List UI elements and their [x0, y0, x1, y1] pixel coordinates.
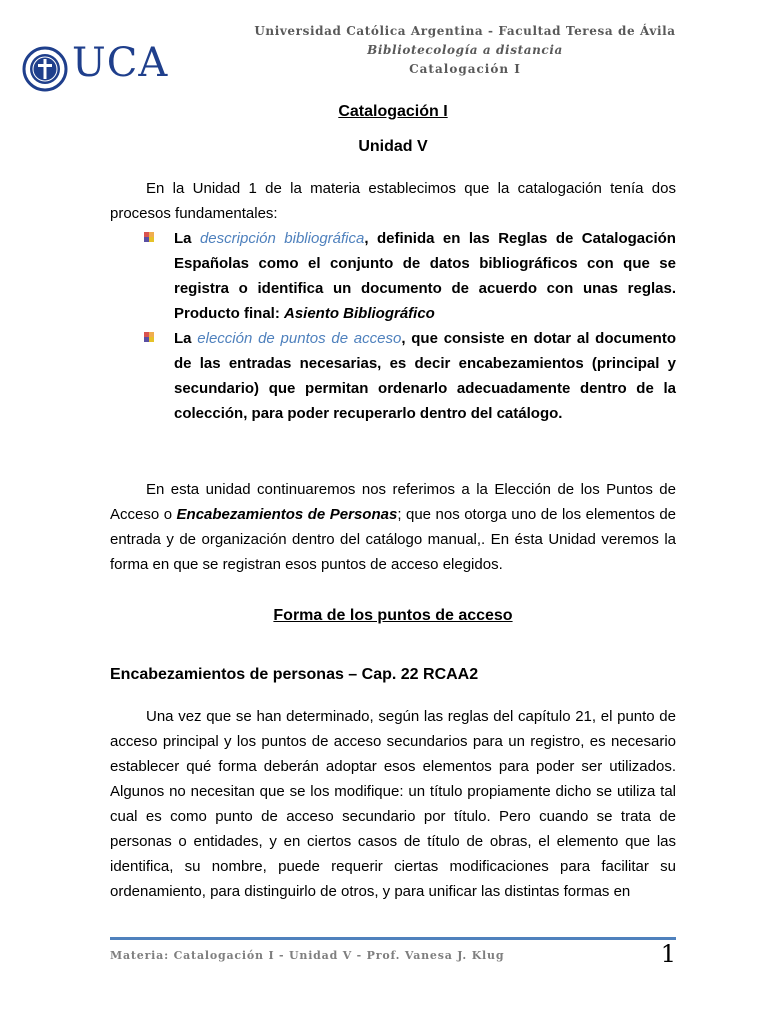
uca-seal-icon	[22, 46, 68, 92]
sub-heading: Encabezamientos de personas – Cap. 22 RCAA2	[110, 666, 479, 683]
paragraph-emphasis: Encabezamientos de Personas	[176, 506, 398, 523]
page-number: 1	[660, 940, 676, 968]
footer-rule	[110, 937, 676, 940]
paragraph-text: ; que nos otorga uno de los elementos de entrada y de organización dentro del catálogo manual,. En ésta Unidad veremos la forma en que se registran esos puntos de acceso elegidos.	[110, 506, 677, 573]
list-item	[174, 226, 676, 326]
paragraph-body: Una vez que se han determinado, según las reglas del capítulo 21, el punto de acceso principal y los puntos de acceso secundarios para un registro, es necesario establecer qué forma deberán adoptar esos elementos para poder ser utilizados. Algunos no necesitan que se los modifique: un título propiamente dicho se utiliza tal cual es como punto de acceso secundario por título. Pero cuando se trata de personas o entidades, y en ciertos casos de título de obras, el elemento que las identifica, su nombre, puede requerir ciertas modificaciones para facilitar su ordenamiento, para distinguirlo de otros, y para unificar las distintas formas en	[110, 708, 676, 900]
bullet-prefix: La	[174, 230, 200, 247]
bullet-emphasis: Asiento Bibliográfico	[284, 305, 435, 322]
paragraph-text: En esta unidad continuaremos nos referimos a la Elección de los Puntos de Acceso o	[110, 481, 676, 523]
term-descripcion-bibliografica: descripción bibliográfica	[199, 230, 365, 247]
bullet-diamond-icon	[144, 332, 154, 342]
intro-paragraph: En la Unidad 1 de la materia establecimos que la catalogación tenía dos procesos fundamentales:	[110, 180, 676, 222]
process-list	[174, 226, 676, 426]
document-title: Catalogación I	[338, 103, 448, 120]
footer-text: Materia: Catalogación I - Unidad V - Prof. Vanesa J. Klug	[110, 949, 505, 962]
header-institution: Universidad Católica Argentina - Facultad Teresa de Ávila	[254, 24, 676, 38]
section-heading: Forma de los puntos de acceso	[273, 607, 513, 624]
bullet-prefix: La	[174, 330, 198, 347]
page-header	[230, 22, 700, 79]
term-eleccion-puntos-acceso: elección de puntos de acceso	[197, 330, 402, 347]
bullet-diamond-icon	[144, 232, 154, 242]
paragraph-unidad	[110, 477, 676, 577]
bullet-text: , que consiste en dotar al documento de las entradas necesarias, es decir encabezamientos (principal y secundario) que permitan ordenarlo adecuadamente dentro de la colección, para poder recuperarlo dentro del catálogo.	[174, 330, 676, 422]
header-program: Bibliotecología a distancia	[367, 43, 563, 57]
document-subtitle: Unidad V	[358, 138, 428, 155]
list-item	[174, 326, 676, 426]
bullet-text: , definida en las Reglas de Catalogación Españolas como el conjunto de datos bibliográficos con que se registra o identifica un documento de acuerdo con unas reglas. Producto final:	[174, 230, 676, 322]
uca-logo-text: UCA	[72, 40, 169, 86]
header-course: Catalogación I	[409, 62, 521, 76]
